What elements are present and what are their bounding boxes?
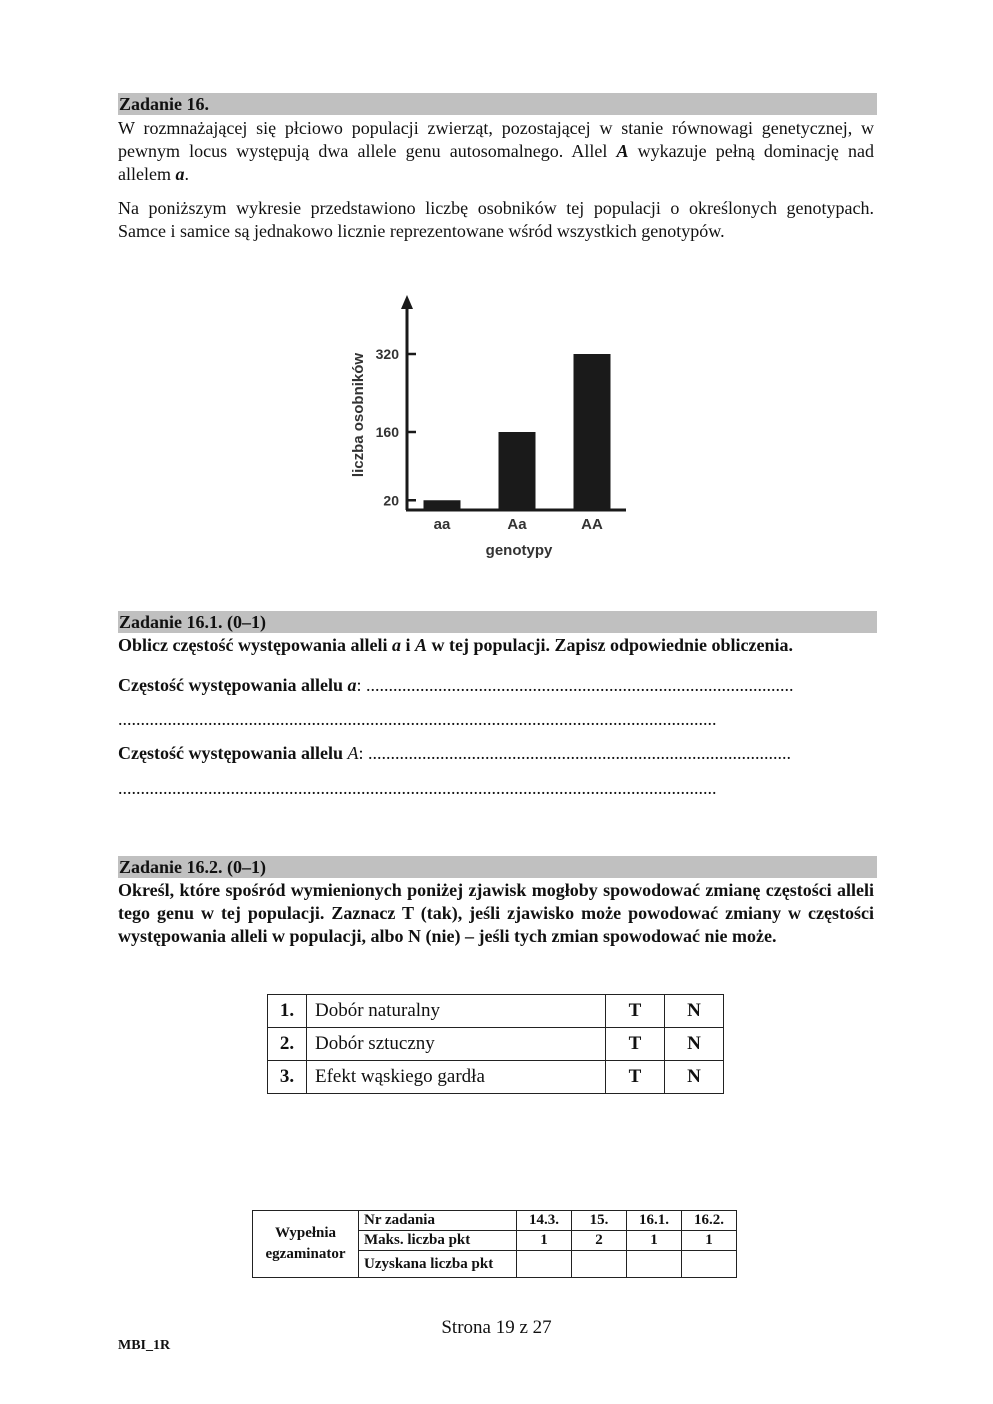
intro-text-1: W rozmnażającej się płciowo populacji zwierząt, pozostającej w stanie równowagi genetycznej, w pewnym locus występują dwa allele genu autosomalnego. Allel bbox=[118, 118, 874, 161]
earned-points-cell[interactable] bbox=[517, 1251, 572, 1278]
true-option[interactable]: T bbox=[606, 1061, 665, 1094]
y-tick-label: 160 bbox=[375, 424, 399, 440]
false-option[interactable]: N bbox=[665, 1061, 724, 1094]
instr-text-1: Oblicz częstość występowania alleli bbox=[118, 635, 392, 655]
answer-label-A-allele: A bbox=[347, 743, 359, 763]
table-row bbox=[268, 1028, 724, 1061]
true-option[interactable]: T bbox=[606, 1028, 665, 1061]
examiner-line-1: Wypełnia bbox=[274, 1225, 337, 1241]
x-tick-label: aa bbox=[433, 516, 451, 533]
allele-a: a bbox=[175, 164, 185, 184]
earned-points-cell[interactable] bbox=[682, 1251, 737, 1278]
earned-points-cell[interactable] bbox=[627, 1251, 682, 1278]
answer-line-allele-a[interactable] bbox=[118, 674, 874, 696]
exam-code: MBI_1R bbox=[118, 1338, 171, 1353]
x-axis-title: genotypy bbox=[485, 542, 553, 559]
bar bbox=[424, 500, 461, 510]
table-row bbox=[268, 1061, 724, 1094]
row-text: Efekt wąskiego gardła bbox=[307, 1061, 606, 1094]
task-number-label: Nr zadania bbox=[359, 1211, 517, 1231]
task-16-chart-description: Na poniższym wykresie przedstawiono liczbę osobników tej populacji o określonych genotypach. Samce i samice są jednakowo licznie reprezentowane wśród wszystkich genotypów. bbox=[118, 198, 874, 241]
y-axis-title: liczba osobników bbox=[350, 352, 367, 478]
y-axis-arrow bbox=[401, 295, 413, 309]
max-points: 1 bbox=[682, 1231, 737, 1251]
bar bbox=[574, 354, 611, 510]
task-16-1-header: Zadanie 16.1. (0–1) bbox=[118, 611, 877, 633]
bar bbox=[499, 432, 536, 510]
true-option[interactable]: T bbox=[606, 995, 665, 1028]
table-row bbox=[253, 1211, 737, 1231]
row-number: 2. bbox=[268, 1028, 307, 1061]
row-text: Dobór naturalny bbox=[307, 995, 606, 1028]
instr-text-3: w tej populacji. Zapisz odpowiednie obliczenia. bbox=[427, 635, 794, 655]
answer-label-a: Częstość występowania allelu bbox=[118, 675, 348, 695]
task-16-2-instruction: Określ, które spośród wymienionych poniżej zjawisk mogłoby spowodować zmianę częstości alleli tego genu w tej populacji. Zaznacz T (tak), jeśli zjawisko może powodować zmiany w częstości występowania alleli w populacji, albo N (nie) – jeśli tych zmian spowodować nie może. bbox=[118, 880, 874, 946]
answer-label-a-allele: a bbox=[347, 675, 357, 695]
answer-line-allele-a-continued[interactable] bbox=[118, 708, 874, 730]
task-16-intro bbox=[118, 117, 874, 186]
answer-dots-A2: ..................................................................................................................................... bbox=[118, 778, 717, 798]
max-points-label: Maks. liczba pkt bbox=[359, 1231, 517, 1251]
table-row bbox=[268, 995, 724, 1028]
instr-allele-a: a bbox=[391, 635, 401, 655]
chart-bars bbox=[424, 354, 611, 510]
instr-text-2: i bbox=[400, 635, 415, 655]
examiner-line-2: egzaminator bbox=[265, 1246, 346, 1262]
max-points: 1 bbox=[627, 1231, 682, 1251]
max-points: 1 bbox=[517, 1231, 572, 1251]
row-number: 1. bbox=[268, 995, 307, 1028]
false-option[interactable]: N bbox=[665, 1028, 724, 1061]
intro-text-3: . bbox=[184, 164, 189, 184]
task-16-2-header: Zadanie 16.2. (0–1) bbox=[118, 856, 877, 878]
answer-line-allele-A-continued[interactable] bbox=[118, 777, 874, 799]
task-number: 16.1. bbox=[627, 1211, 682, 1231]
answer-dots-A: .............................................................................................. bbox=[363, 743, 791, 763]
max-points: 2 bbox=[572, 1231, 627, 1251]
earned-points-cell[interactable] bbox=[572, 1251, 627, 1278]
chart-labels bbox=[350, 346, 603, 559]
intro-text-2: wykazuje pełną dominację nad allelem bbox=[118, 141, 874, 184]
row-number: 3. bbox=[268, 1061, 307, 1094]
allele-A: A bbox=[616, 141, 629, 161]
task-16-header: Zadanie 16. bbox=[118, 93, 877, 115]
y-tick-label: 20 bbox=[383, 492, 399, 509]
genotype-bar-chart bbox=[340, 285, 650, 570]
task-number: 16.2. bbox=[682, 1211, 737, 1231]
task-number: 15. bbox=[572, 1211, 627, 1231]
answer-dots-a2: ..................................................................................................................................... bbox=[118, 709, 717, 729]
answer-label-a-colon: : bbox=[356, 675, 362, 695]
task-16-1-instruction bbox=[118, 634, 874, 656]
answer-dots-a: ............................................................................................... bbox=[361, 675, 794, 695]
task-number: 14.3. bbox=[517, 1211, 572, 1231]
x-tick-label: AA bbox=[581, 516, 603, 533]
earned-points-label: Uzyskana liczba pkt bbox=[359, 1251, 517, 1278]
examiner-score-table bbox=[252, 1210, 737, 1278]
x-tick-label: Aa bbox=[507, 516, 527, 533]
answer-line-allele-A[interactable] bbox=[118, 742, 874, 764]
answer-label-A: Częstość występowania allelu bbox=[118, 743, 348, 763]
page-number: Strona 19 z 27 bbox=[441, 1317, 552, 1338]
y-tick-label: 320 bbox=[375, 346, 399, 362]
false-option[interactable]: N bbox=[665, 995, 724, 1028]
answer-label-A-colon: : bbox=[358, 743, 364, 763]
row-text: Dobór sztuczny bbox=[307, 1028, 606, 1061]
true-false-table bbox=[267, 994, 724, 1094]
examiner-cell bbox=[253, 1211, 359, 1278]
instr-allele-A: A bbox=[414, 635, 427, 655]
